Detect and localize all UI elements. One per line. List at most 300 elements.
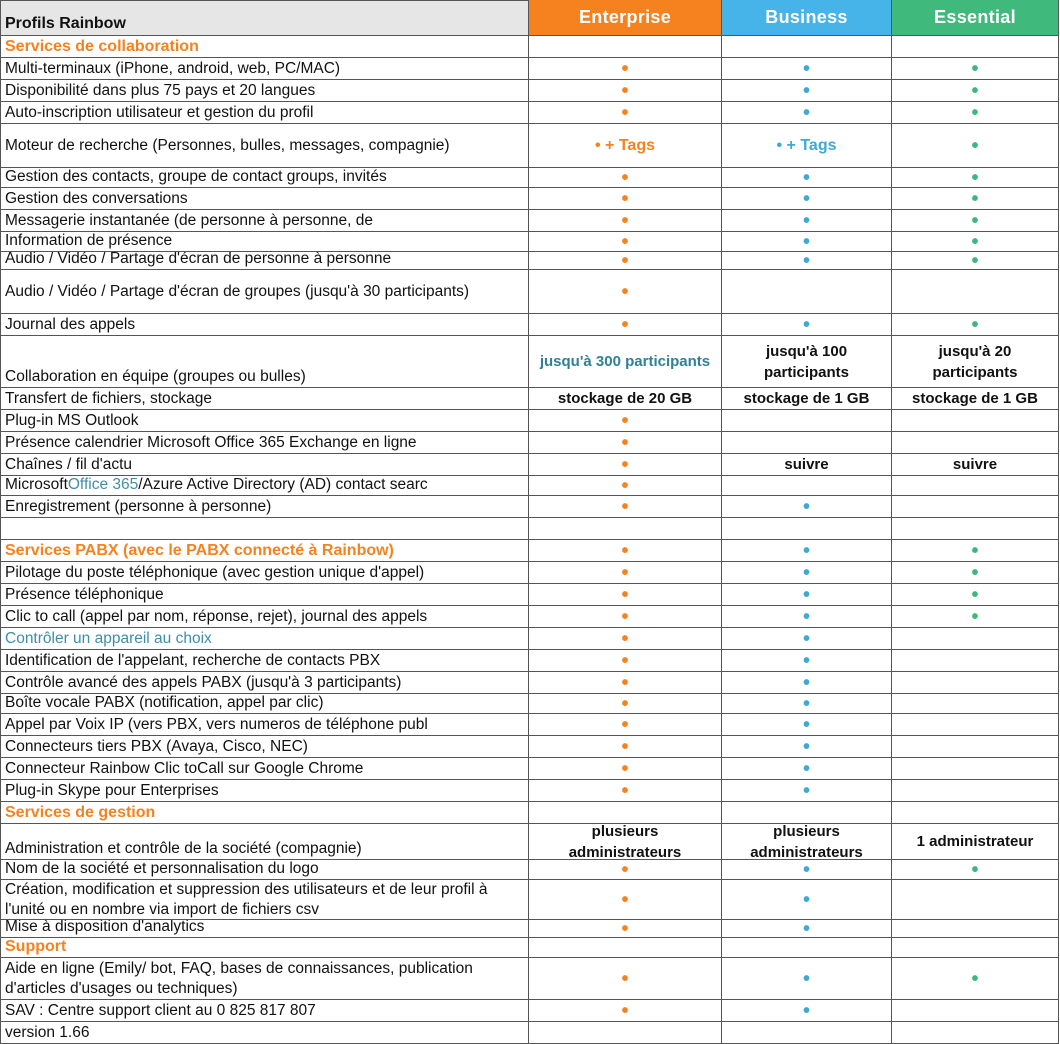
essential-cell: [892, 694, 1059, 714]
enterprise-cell: [529, 584, 722, 606]
business-cell: [722, 917, 892, 940]
enterprise-cell: [529, 336, 722, 388]
availability-dot: •: [802, 495, 810, 518]
enterprise-cell: [529, 1022, 722, 1044]
availability-dot: •: [621, 313, 629, 336]
feature-label-text: Multi-terminaux (iPhone, android, web, PC/MAC): [5, 60, 341, 77]
enterprise-cell: [529, 780, 722, 802]
availability-dot: •: [971, 101, 979, 124]
enterprise-cell: [529, 694, 722, 714]
business-cell: [722, 210, 892, 232]
enterprise-cell: [529, 758, 722, 780]
availability-dot: •: [802, 209, 810, 232]
business-cell: [722, 880, 892, 920]
business-cell: [722, 102, 892, 124]
feature-label: [0, 314, 529, 336]
feature-label-text: Présence téléphonique: [5, 586, 164, 603]
essential-cell: [892, 388, 1059, 410]
table-row: [0, 562, 1060, 584]
business-cell: [722, 270, 892, 314]
table-row: [0, 188, 1060, 210]
essential-cell: [892, 880, 1059, 920]
enterprise-cell: [529, 562, 722, 584]
office-365-text: Office 365: [67, 476, 139, 493]
feature-label: [0, 1022, 529, 1044]
table-row: [0, 540, 1060, 562]
essential-cell: [892, 780, 1059, 802]
feature-label-text: Moteur de recherche (Personnes, bulles, messages, compagnie): [5, 136, 450, 154]
feature-label: [0, 562, 529, 584]
availability-dot: •: [971, 583, 979, 606]
essential-cell: [892, 938, 1059, 958]
feature-label-text: Pilotage du poste téléphonique (avec gestion unique d'appel): [5, 564, 425, 581]
feature-label: [0, 476, 529, 496]
essential-cell: [892, 1000, 1059, 1022]
availability-dot: •: [621, 713, 629, 736]
essential-cell: [892, 454, 1059, 476]
enterprise-cell: [529, 232, 722, 252]
essential-cell: [892, 562, 1059, 584]
feature-label: [0, 780, 529, 802]
feature-label: [0, 1000, 529, 1022]
business-cell: [722, 606, 892, 628]
availability-dot: •: [621, 495, 629, 518]
availability-dot: •: [971, 166, 979, 189]
essential-cell: [892, 628, 1059, 650]
feature-label: [0, 694, 529, 714]
feature-label-text: Présence calendrier Microsoft Office 365 Exchange en ligne: [5, 434, 417, 451]
table-row: [0, 672, 1060, 694]
essential-cell: [892, 496, 1059, 518]
feature-label: [0, 920, 529, 938]
availability-dot: •: [971, 79, 979, 102]
feature-label: [0, 518, 529, 540]
business-cell: [722, 860, 892, 880]
availability-dot: •: [802, 561, 810, 584]
table-row: [0, 336, 1060, 388]
table-row: [0, 476, 1060, 496]
table-row: [0, 758, 1060, 780]
availability-dot: •: [621, 999, 629, 1022]
feature-label-text: Transfert de fichiers, stockage: [5, 390, 213, 407]
essential-cell: [892, 920, 1059, 938]
enterprise-cell: [529, 917, 722, 940]
availability-dot: •: [802, 999, 810, 1022]
table-row: [0, 249, 1060, 272]
enterprise-cell: [529, 210, 722, 232]
availability-dot: •: [621, 917, 629, 940]
availability-dot: •: [802, 249, 810, 272]
business-cell: [722, 124, 892, 168]
availability-dot: •: [802, 967, 810, 990]
table-row: [0, 36, 1060, 58]
business-cell: [722, 410, 892, 432]
availability-dot: •: [802, 187, 810, 210]
essential-cell: [892, 1022, 1059, 1044]
availability-dot: •: [621, 209, 629, 232]
enterprise-cell: [529, 36, 722, 58]
business-cell: [722, 650, 892, 672]
enterprise-cell: [529, 938, 722, 958]
essential-value: stockage de 1 GB: [912, 390, 1038, 407]
enterprise-cell: [529, 388, 722, 410]
business-cell: [722, 540, 892, 562]
availability-dot: •: [802, 757, 810, 780]
essential-cell: [892, 540, 1059, 562]
business-cell: [722, 388, 892, 410]
essential-cell: [892, 58, 1059, 80]
feature-label: [0, 454, 529, 476]
enterprise-cell: [529, 314, 722, 336]
availability-dot: •: [621, 671, 629, 694]
feature-label: [0, 210, 529, 232]
business-cell: [722, 336, 892, 388]
business-cell: [722, 168, 892, 188]
availability-dot: •: [621, 280, 629, 303]
essential-cell: [892, 736, 1059, 758]
essential-cell: [892, 102, 1059, 124]
business-cell: [722, 584, 892, 606]
availability-dot: •: [621, 967, 629, 990]
enterprise-value: plusieurs administrateurs: [568, 822, 682, 861]
availability-dot: •: [971, 313, 979, 336]
availability-dot: •: [802, 583, 810, 606]
feature-label-text: version 1.66: [5, 1024, 90, 1041]
availability-dot: •: [971, 605, 979, 628]
feature-label-text: Messagerie instantanée (de personne à personne, de: [5, 212, 373, 229]
availability-dot: •: [621, 605, 629, 628]
availability-dot: •: [802, 692, 810, 715]
business-cell: [722, 454, 892, 476]
feature-label-text: Disponibilité dans plus 75 pays et 20 langues: [5, 82, 316, 99]
availability-dot: •: [621, 627, 629, 650]
availability-dot: •: [802, 671, 810, 694]
feature-label: [0, 432, 529, 454]
table-row: [0, 714, 1060, 736]
availability-dot: •: [621, 858, 629, 881]
feature-label: [0, 938, 529, 958]
feature-label: [0, 496, 529, 518]
feature-label: [0, 252, 529, 270]
feature-label: [0, 880, 529, 920]
table-row: [0, 584, 1060, 606]
feature-label: [0, 270, 529, 314]
column-header-enterprise: Enterprise: [529, 0, 722, 36]
business-cell: [722, 694, 892, 714]
feature-label-text: Identification de l'appelant, recherche de contacts PBX: [5, 652, 381, 669]
feature-label: [0, 584, 529, 606]
feature-label: [0, 36, 529, 58]
feature-label: [0, 168, 529, 188]
business-cell: [722, 432, 892, 454]
enterprise-cell: [529, 188, 722, 210]
table-row: [0, 102, 1060, 124]
table-row: [0, 80, 1060, 102]
feature-label-text: Contrôler un appareil au choix: [5, 630, 212, 647]
availability-dot: •: [621, 583, 629, 606]
feature-label-text: Mise à disposition d'analytics: [5, 920, 205, 935]
feature-label-text: Clic to call (appel par nom, réponse, rejet), journal des appels: [5, 608, 428, 625]
essential-cell: [892, 314, 1059, 336]
feature-label-text: Nom de la société et personnalisation du logo: [5, 860, 319, 877]
feature-label: [0, 714, 529, 736]
feature-label: [0, 410, 529, 432]
table-row: [0, 432, 1060, 454]
business-cell: [722, 58, 892, 80]
feature-label-text: Gestion des contacts, groupe de contact groups, invités: [5, 168, 387, 185]
header-row: [0, 0, 1060, 36]
enterprise-cell: [529, 650, 722, 672]
feature-label: [0, 232, 529, 252]
enterprise-cell: [529, 496, 722, 518]
essential-cell: [892, 650, 1059, 672]
enterprise-cell: [529, 432, 722, 454]
essential-cell: [892, 860, 1059, 880]
enterprise-cell: [529, 270, 722, 314]
feature-label: [0, 672, 529, 694]
feature-label-text: Enregistrement (personne à personne): [5, 498, 272, 515]
essential-cell: [892, 476, 1059, 496]
availability-dot: •: [802, 313, 810, 336]
essential-cell: [892, 758, 1059, 780]
essential-value: 1 administrateur: [916, 833, 1034, 850]
table-row: [0, 270, 1060, 314]
essential-cell: [892, 518, 1059, 540]
enterprise-cell: [529, 58, 722, 80]
availability-dot: •: [621, 409, 629, 432]
essential-cell: [892, 336, 1059, 388]
availability-dot: •: [802, 605, 810, 628]
feature-label-text: Appel par Voix IP (vers PBX, vers numeros de téléphone publ: [5, 716, 428, 733]
business-cell: [722, 958, 892, 1000]
availability-dot: •: [621, 757, 629, 780]
essential-cell: [892, 432, 1059, 454]
feature-label: [0, 388, 529, 410]
feature-label: [0, 802, 529, 824]
availability-dot: •: [621, 649, 629, 672]
enterprise-cell: [529, 518, 722, 540]
availability-dot: •: [971, 209, 979, 232]
essential-cell: [892, 824, 1059, 860]
availability-dot: •: [802, 79, 810, 102]
availability-dot: •: [621, 692, 629, 715]
feature-label: [0, 736, 529, 758]
business-cell: [722, 314, 892, 336]
feature-label-text: Chaînes / fil d'actu: [5, 456, 133, 473]
business-cell: [722, 736, 892, 758]
table-row: [0, 210, 1060, 232]
feature-label-text: Audio / Vidéo / Partage d'écran de groupes (jusqu'à 30 participants): [5, 282, 470, 300]
availability-dot: •: [971, 187, 979, 210]
enterprise-value: stockage de 20 GB: [557, 390, 693, 407]
feature-label: [0, 80, 529, 102]
essential-cell: [892, 802, 1059, 824]
table-row: [0, 124, 1060, 168]
enterprise-cell: [529, 124, 722, 168]
availability-dot: •: [971, 539, 979, 562]
business-cell: [722, 476, 892, 496]
table-row: [0, 410, 1060, 432]
feature-label-text: Auto-inscription utilisateur et gestion du profil: [5, 104, 314, 121]
enterprise-cell: [529, 249, 722, 272]
business-cell: [722, 36, 892, 58]
essential-cell: [892, 168, 1059, 188]
enterprise-cell: [529, 824, 722, 860]
business-cell: [722, 188, 892, 210]
enterprise-cell: [529, 958, 722, 1000]
feature-label: [0, 606, 529, 628]
enterprise-cell: [529, 1000, 722, 1022]
availability-dot: •: [802, 735, 810, 758]
availability-dot: •: [971, 249, 979, 272]
essential-value: jusqu'à 20 participants: [932, 342, 1018, 381]
table-row: [0, 1022, 1060, 1044]
feature-label: [0, 758, 529, 780]
feature-label: [0, 860, 529, 880]
availability-dot: •: [621, 735, 629, 758]
availability-dot: •: [621, 249, 629, 272]
essential-cell: [892, 584, 1059, 606]
availability-dot: •: [621, 474, 629, 497]
feature-label-text: Aide en ligne (Emily/ bot, FAQ, bases de connaissances, publication d'articles d'usages ou techniques): [5, 959, 473, 997]
essential-value: suivre: [952, 456, 998, 473]
business-value: jusqu'à 100 participants: [763, 342, 850, 381]
feature-label: [0, 650, 529, 672]
availability-dot: •: [621, 230, 629, 253]
business-cell: [722, 1022, 892, 1044]
feature-label: [0, 188, 529, 210]
table-row: [0, 388, 1060, 410]
business-value: plusieurs administrateurs: [750, 822, 863, 861]
enterprise-cell: [529, 540, 722, 562]
enterprise-cell: [529, 454, 722, 476]
feature-label: [0, 958, 529, 1000]
availability-dot: •: [802, 627, 810, 650]
feature-label-text: Plug-in MS Outlook: [5, 412, 139, 429]
table-row: [0, 606, 1060, 628]
column-header-business: Business: [722, 0, 892, 36]
business-value: stockage de 1 GB: [743, 390, 870, 407]
availability-dot: •: [621, 57, 629, 80]
feature-label-text: Connecteur Rainbow Clic toCall sur Google Chrome: [5, 760, 364, 777]
availability-dot: •: [802, 166, 810, 189]
enterprise-cell: [529, 860, 722, 880]
availability-dot: •: [802, 101, 810, 124]
table-row: [0, 168, 1060, 188]
feature-label: [0, 102, 529, 124]
table-row: [0, 650, 1060, 672]
enterprise-cell: [529, 736, 722, 758]
enterprise-cell: [529, 672, 722, 694]
table-row: [0, 917, 1060, 940]
section-heading: Services de collaboration: [5, 38, 199, 55]
section-heading: Services PABX (avec le PABX connecté à Rainbow): [5, 542, 394, 559]
table-row: [0, 1000, 1060, 1022]
availability-dot: •: [621, 431, 629, 454]
feature-label-text: Connecteurs tiers PBX (Avaya, Cisco, NEC): [5, 738, 308, 755]
essential-cell: [892, 249, 1059, 272]
table-row: [0, 938, 1060, 958]
enterprise-cell: [529, 80, 722, 102]
business-cell: [722, 496, 892, 518]
availability-dot: •: [802, 779, 810, 802]
essential-cell: [892, 410, 1059, 432]
table-row: [0, 880, 1060, 920]
enterprise-tags-value: • + Tags: [595, 137, 655, 154]
availability-dot: •: [621, 453, 629, 476]
feature-label-text: Audio / Vidéo / Partage d'écran de personne à personne: [5, 252, 392, 267]
feature-label: [0, 540, 529, 562]
availability-dot: •: [621, 539, 629, 562]
enterprise-cell: [529, 880, 722, 920]
business-cell: [722, 562, 892, 584]
feature-label: [0, 824, 529, 860]
feature-label: [0, 124, 529, 168]
business-cell: [722, 824, 892, 860]
table-row: [0, 232, 1060, 252]
essential-cell: [892, 188, 1059, 210]
essential-cell: [892, 672, 1059, 694]
business-tags-value: • + Tags: [776, 137, 837, 154]
enterprise-cell: [529, 410, 722, 432]
feature-label-text: Journal des appels: [5, 316, 136, 333]
essential-cell: [892, 714, 1059, 736]
feature-label: [0, 628, 529, 650]
label-part: /Azure Active Directory (AD) contact searc: [138, 476, 428, 493]
enterprise-cell: [529, 606, 722, 628]
enterprise-cell: [529, 102, 722, 124]
feature-label-text: Création, modification et suppression des utilisateurs et de leur profil à l'unité ou en nombre via import de fichiers csv: [5, 880, 488, 918]
label-part: Microsoft: [5, 476, 68, 493]
availability-dot: •: [802, 888, 810, 911]
table-row: [0, 736, 1060, 758]
section-heading: Support: [5, 938, 67, 955]
feature-label: [0, 336, 529, 388]
business-cell: [722, 672, 892, 694]
availability-dot: •: [802, 57, 810, 80]
business-cell: [722, 780, 892, 802]
enterprise-cell: [529, 714, 722, 736]
section-heading: Services de gestion: [5, 804, 156, 821]
availability-dot: •: [621, 779, 629, 802]
availability-dot: •: [802, 917, 810, 940]
availability-dot: •: [621, 79, 629, 102]
business-cell: [722, 249, 892, 272]
feature-label: [0, 58, 529, 80]
table-row: [0, 496, 1060, 518]
table-row: [0, 628, 1060, 650]
availability-dot: •: [802, 230, 810, 253]
availability-dot: •: [802, 649, 810, 672]
business-cell: [722, 518, 892, 540]
availability-dot: •: [971, 967, 979, 990]
column-header-essential: Essential: [892, 0, 1059, 36]
feature-label-text: Contrôle avancé des appels PABX (jusqu'à 3 participants): [5, 674, 402, 691]
table-row: [0, 58, 1060, 80]
feature-label-text: Administration et contrôle de la société (compagnie): [5, 840, 362, 857]
essential-cell: [892, 210, 1059, 232]
feature-label-text: Information de présence: [5, 232, 173, 249]
business-cell: [722, 938, 892, 958]
availability-dot: •: [621, 888, 629, 911]
availability-dot: •: [621, 187, 629, 210]
availability-dot: •: [621, 166, 629, 189]
table-row: [0, 314, 1060, 336]
availability-dot: •: [802, 858, 810, 881]
table-row: [0, 454, 1060, 476]
availability-dot: •: [802, 539, 810, 562]
enterprise-cell: [529, 168, 722, 188]
